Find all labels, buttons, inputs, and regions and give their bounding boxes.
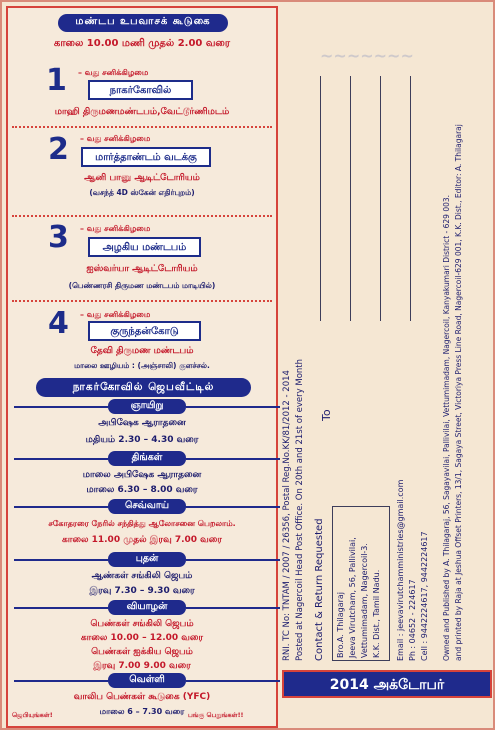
venue-number: 1 xyxy=(46,63,67,98)
venue-detail: மாஹி திருமணமண்டபம்,வேட்டூர்ணிமடம் xyxy=(54,107,230,117)
day-heading-friday: வெள்ளி xyxy=(108,673,186,688)
venue-note: மாலை ஊழியம் : (அஞ்சாலி) குளச்சல். xyxy=(74,361,210,370)
schedule-line: சகோதரரை நேரில் சந்தித்து ஆலோசனை பெறலாம். xyxy=(48,519,236,528)
issue-date: 2014 அக்டோபர் xyxy=(282,670,492,698)
day-heading-tuesday: செவ்வாய் xyxy=(108,499,186,514)
schedule-line: மாலை 6.30 – 8.00 வரை xyxy=(86,485,198,495)
divider xyxy=(12,126,272,128)
footer-pray: ஜெபியுங்கள்! xyxy=(12,711,53,719)
address-line: Jeeva Virutcham, 56, Pallivilai, xyxy=(348,537,357,658)
day-heading-wednesday: புதன் xyxy=(108,552,186,567)
venue-day: – வது சனிக்கிழமை xyxy=(80,310,151,319)
address-lines xyxy=(320,76,420,321)
schedule-column xyxy=(6,6,278,728)
schedule-line: ஆண்கள் சங்கிலி ஜெபம் xyxy=(91,571,193,581)
day-heading-sunday: ஞாயிறு xyxy=(108,399,186,414)
venue-place: நாகர்கோவில் xyxy=(88,80,193,100)
venue-number: 2 xyxy=(48,132,69,167)
schedule-line: பெண்கள் சங்கிலி ஜெபம் xyxy=(90,619,194,629)
venue-detail: ஆனி பானு ஆடிட்டோரியம் xyxy=(84,173,200,183)
printer-line: and printed by Raja at Jeshua Offset Printers, 13/1, Sagaya Street, Victoriya Press Line Road, Nagercoil-629 001, K.K. Dist., Editor: A. Thilagaraj xyxy=(454,124,463,661)
mailing-column xyxy=(280,6,493,728)
address-line: K.K. Dist., Tamil Nadu. xyxy=(372,569,381,658)
venue-place: மார்த்தாண்டம் வடக்கு xyxy=(81,147,211,167)
venue-day: – வது சனிக்கிழமை xyxy=(78,68,149,77)
schedule-line: மதியம் 2.30 – 4.30 வரை xyxy=(85,435,199,445)
venue-place: குருந்தன்கோடு xyxy=(88,321,201,341)
schedule-line: பெண்கள் ஐக்கிய ஜெபம் xyxy=(91,647,193,657)
header-time: காலை 10.00 மணி முதல் 2.00 வரை xyxy=(53,38,231,49)
owner-line: Owned and Published by A. Thilagaraj, 56, Sagayavilai, Pallivilai, Vettumimadam, Nagercoil, Kanyakumari District - 629 003. xyxy=(442,194,451,661)
schedule-line: வாலிப பெண்கள் கூடுகை (YFC) xyxy=(73,692,211,702)
schedule-line: மாலை 6 – 7.30 வரை xyxy=(99,707,185,716)
venue-note: (வசந்த் 4D ஸ்கேன் எதிர்புறம்) xyxy=(89,188,195,197)
footer-participate: பங்கு பெறுங்கள்!! xyxy=(188,711,244,719)
prayer-house-title: நாகர்கோவில் ஜெபவீட்டில் xyxy=(36,378,251,397)
venue-day: – வது சனிக்கிழமை xyxy=(80,134,151,143)
schedule-line: மாலை அபிஷேக ஆராதனை xyxy=(82,470,202,480)
day-heading-thursday: வியாழன் xyxy=(108,600,186,615)
address-line: Vettumimadam, Nagercoil-3. xyxy=(360,543,369,658)
venue-detail: ஐஸ்வர்யா ஆடிட்டோரியம் xyxy=(86,264,198,274)
cell-line: Cell : 9442224617, 9442224617 xyxy=(420,531,429,661)
day-heading-monday: திங்கள் xyxy=(108,451,186,466)
venue-place: அழகிய மண்டபம் xyxy=(88,237,201,257)
venue-number: 4 xyxy=(48,306,69,341)
rni-line: RNI. TC No: TNTAM / 2007 / 26356, Postal Reg.No.KK/81/2012 - 2014 xyxy=(282,370,292,661)
venue-number: 3 xyxy=(48,220,69,255)
phone-line: Ph : 04652 - 224617 xyxy=(408,579,417,661)
venue-day: – வது சனிக்கிழமை xyxy=(80,224,151,233)
schedule-line: அபிஷேக ஆராதனை xyxy=(98,418,186,428)
schedule-line: இரவு 7.00 9.00 வரை xyxy=(93,661,191,671)
email-line: Email : jeevavirutchamministries@gmail.com xyxy=(396,479,405,661)
to-label: To xyxy=(320,409,333,421)
schedule-line: இரவு 7.30 – 9.30 வரை xyxy=(89,586,195,596)
venue-detail: தேவி திருமண மண்டபம் xyxy=(90,346,194,356)
address-line: Bro.A. Thilagaraj xyxy=(336,591,345,658)
divider xyxy=(12,215,272,217)
divider xyxy=(12,300,272,302)
schedule-line: காலை 10.00 – 12.00 வரை xyxy=(80,633,204,643)
watermark: ~~~~~~~ xyxy=(320,46,414,65)
contact-title: Contact & Return Requested xyxy=(314,518,325,661)
header-title: மண்டப உபவாசக் கூடுகை xyxy=(58,14,228,32)
posting-line: Posted at Nagercoil Head Post Office. On 20th and 21st of every Month xyxy=(295,358,305,661)
schedule-line: காலை 11.00 முதல் இரவு 7.00 வரை xyxy=(62,535,222,545)
venue-note: (பெண்ணரசி திருமண மண்டபம் மாடியில்) xyxy=(68,281,216,290)
